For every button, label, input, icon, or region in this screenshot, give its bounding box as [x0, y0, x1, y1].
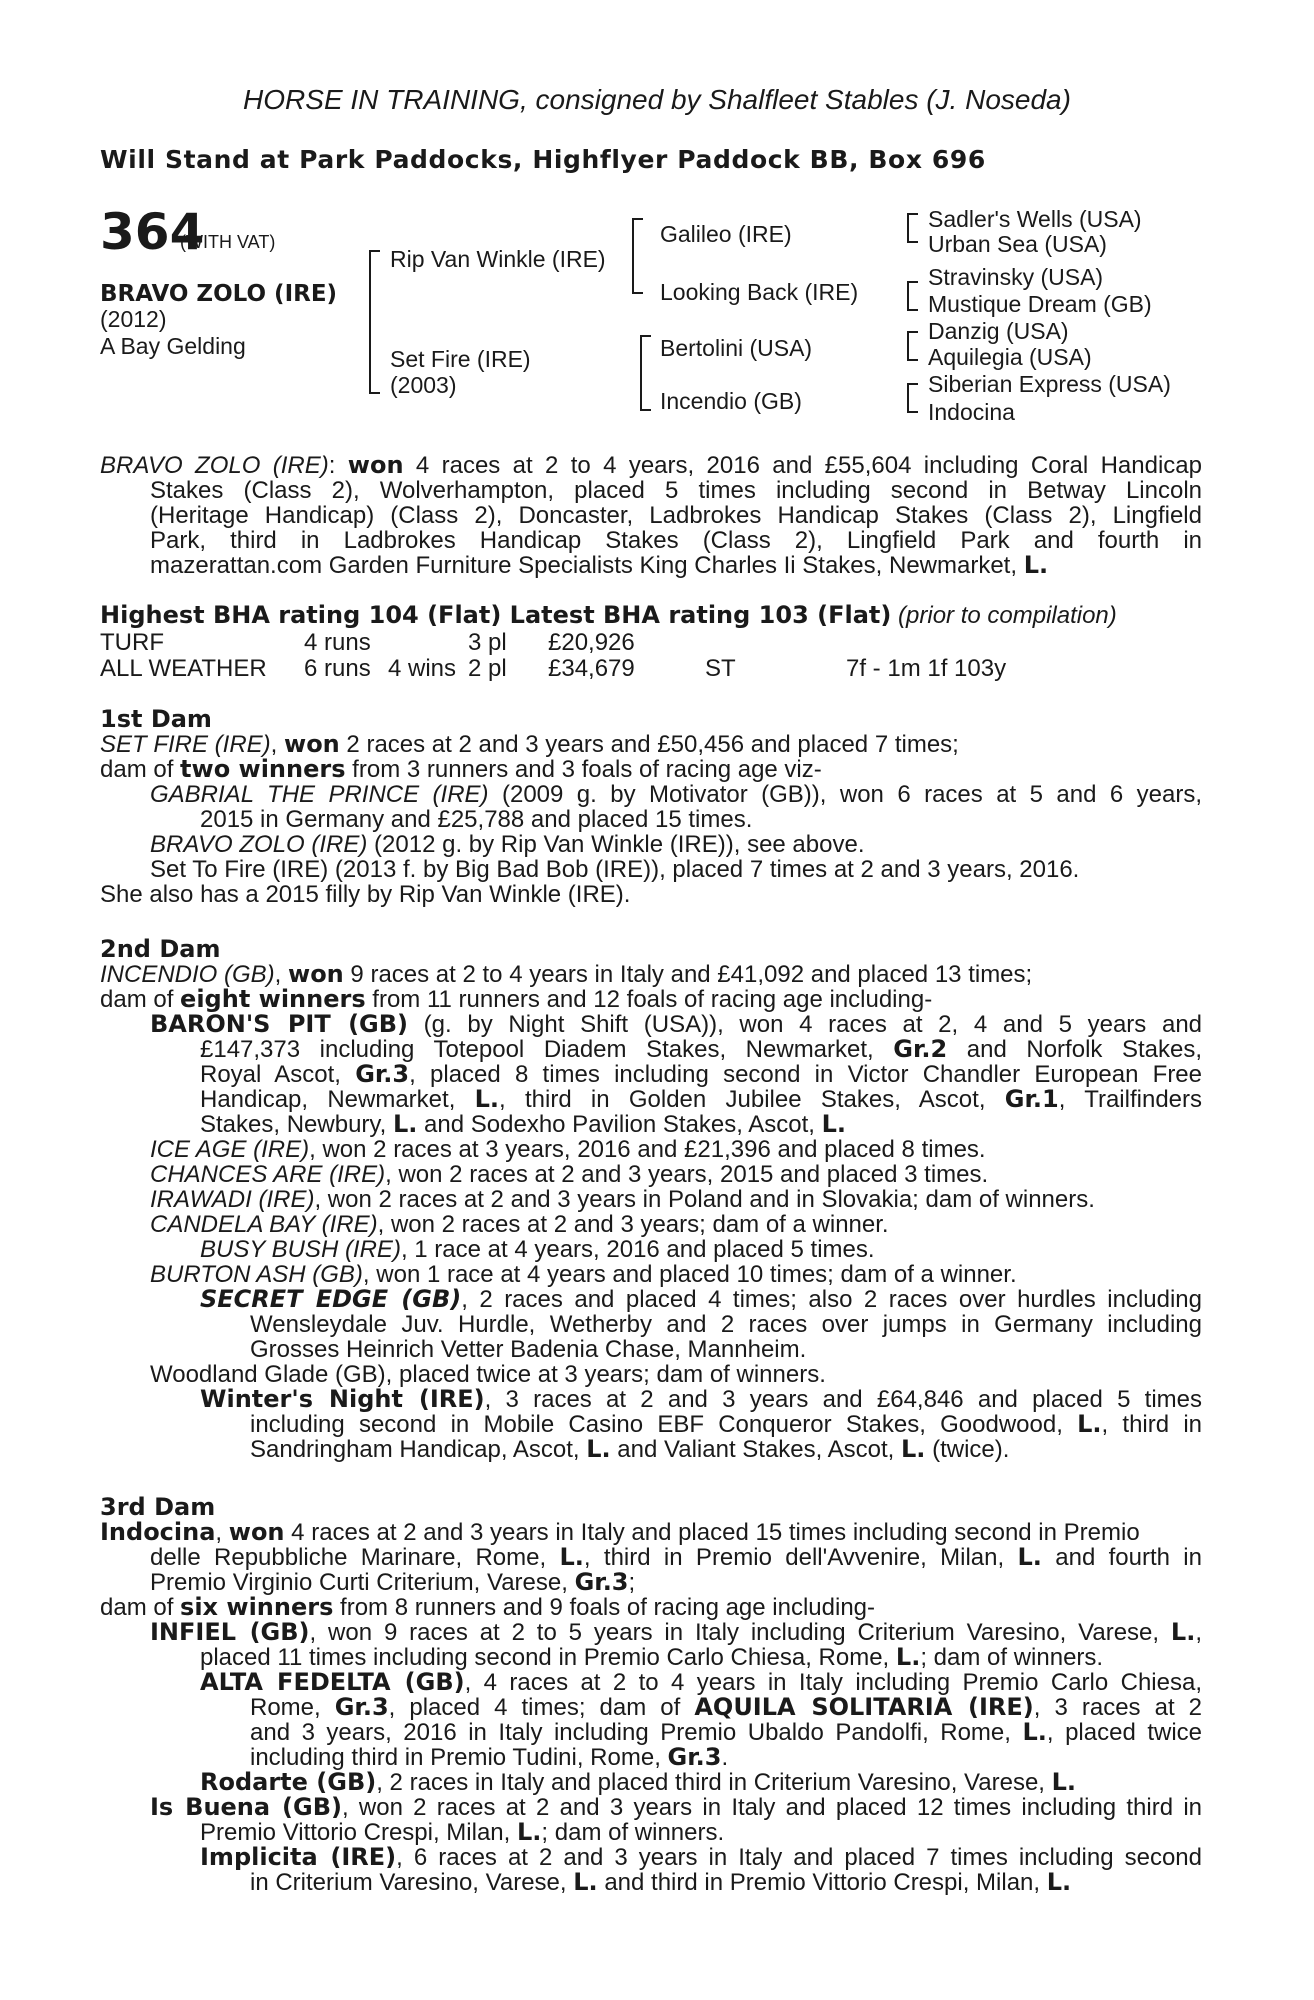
pedigree-brace-g2	[907, 281, 918, 311]
turf-prize: £20,926	[548, 629, 635, 656]
pedigree-g3-7: Siberian Express (USA)	[928, 371, 1171, 397]
pedigree-g3-6: Aquilegia (USA)	[928, 344, 1092, 370]
turf-record-label: TURF	[100, 629, 164, 656]
vat-note: (WITH VAT)	[180, 232, 276, 252]
pedigree-dam: Set Fire (IRE)	[390, 346, 531, 372]
pedigree-brace-g1	[907, 213, 918, 243]
third-dam-section: 3rd Dam Indocina, won 4 races at 2 and 3 years in Italy and placed 15 times including second in Premio delle Repubbliche Marinare, Rome, L., third in Premio dell'Avvenire, Milan, L. and fourth in Premio Virginio Curti Criterium, Varese, Gr.3; dam of six winners from 8 runners and 9 foals of racing age including- INFIEL (GB), won 9 races at 2 to 5 years in Italy including Criterium Varesino, Varese, L., placed 11 times including second in Premio Carlo Chiesa, Rome, L.; dam of winners. ALTA FEDELTA (GB), 4 races at 2 to 4 years in Italy including Premio Carlo Chiesa, Rome, Gr.3, placed 4 times; dam of AQUILA SOLITARIA (IRE), 3 races at 2 and 3 years, 2016 in Italy including Premio Ubaldo Pandolfi, Rome, L., placed twice including third in Premio Tudini, Rome, Gr.3. Rodarte (GB), 2 races in Italy and placed third in Criterium Varesino, Varese, L. Is Buena (GB), won 2 races at 2 and 3 years in Italy and placed 12 times including third in Premio Vittorio Crespi, Milan, L.; dam of winners. Implicita (IRE), 6 races at 2 and 3 years in Italy and placed 7 times including second in Criterium Varesino, Varese, L. and third in Premio Vittorio Crespi, Milan, L.	[100, 1493, 1203, 1896]
pedigree-sire-sire: Galileo (IRE)	[660, 221, 792, 247]
pedigree-brace-sire	[632, 218, 643, 294]
pedigree-g3-2: Urban Sea (USA)	[928, 231, 1107, 257]
aw-wins: 4 wins	[388, 655, 457, 682]
aw-record-label: ALL WEATHER	[100, 655, 267, 682]
pedigree-dam-dam: Incendio (GB)	[660, 388, 802, 414]
first-dam-section: 1st Dam SET FIRE (IRE), won 2 races at 2 and 3 years and £50,456 and placed 7 times; dam of two winners from 3 runners and 3 foals of racing age viz- GABRIAL THE PRINCE (IRE) (2009 g. by Motivator (GB)), won 6 races at 5 and 6 years, 2015 in Germany and £25,788 and placed 15 times. BRAVO ZOLO (IRE) (2012 g. by Rip Van Winkle (IRE)), see above. Set To Fire (IRE) (2013 f. by Big Bad Bob (IRE)), placed 7 times at 2 and 3 years, 2016. She also has a 2015 filly by Rip Van Winkle (IRE).	[100, 705, 1203, 908]
horse-name: BRAVO ZOLO (IRE)	[100, 281, 338, 307]
foaling-year: (2012)	[100, 306, 167, 332]
aw-runs: 6 runs	[304, 655, 371, 682]
turf-runs: 4 runs	[304, 629, 371, 656]
aw-distance: 7f - 1m 1f 103y	[846, 655, 1007, 682]
pedigree-sire: Rip Van Winkle (IRE)	[390, 246, 606, 272]
horse-description: A Bay Gelding	[100, 333, 246, 359]
pedigree-brace-g4	[907, 383, 918, 413]
pedigree-brace-g3	[907, 331, 918, 361]
pedigree-g3-1: Sadler's Wells (USA)	[928, 206, 1142, 232]
pedigree-g3-4: Mustique Dream (GB)	[928, 291, 1152, 317]
pedigree-brace-dam	[640, 335, 651, 411]
aw-placed: 2 pl	[468, 655, 507, 682]
pedigree-sire-dam: Looking Back (IRE)	[660, 279, 859, 305]
pedigree-g3-8: Indocina	[928, 399, 1015, 425]
aw-prize: £34,679	[548, 655, 635, 682]
first-dam-heading: 1st Dam	[100, 705, 212, 733]
pedigree-dam-year: (2003)	[390, 372, 457, 398]
bha-rating: Highest BHA rating 104 (Flat) Latest BHA rating 103 (Flat) (prior to compilation)	[100, 601, 1117, 629]
third-dam-heading: 3rd Dam	[100, 1493, 216, 1521]
stand-location: Will Stand at Park Paddocks, Highflyer Paddock BB, Box 696	[100, 145, 986, 174]
second-dam-section: 2nd Dam INCENDIO (GB), won 9 races at 2 to 4 years in Italy and £41,092 and placed 13 times; dam of eight winners from 11 runners and 12 foals of racing age including- BARON'S PIT (GB) (g. by Night Shift (USA)), won 4 races at 2, 4 and 5 years and £147,373 including Totepool Diadem Stakes, Newmarket, Gr.2 and Norfolk Stakes, Royal Ascot, Gr.3, placed 8 times including second in Victor Chandler European Free Handicap, Newmarket, L., third in Golden Jubilee Stakes, Ascot, Gr.1, Trailfinders Stakes, Newbury, L. and Sodexho Pavilion Stakes, Ascot, L. ICE AGE (IRE), won 2 races at 3 years, 2016 and £21,396 and placed 8 times. CHANCES ARE (IRE), won 2 races at 2 and 3 years, 2015 and placed 3 times. IRAWADI (IRE), won 2 races at 2 and 3 years in Poland and in Slovakia; dam of winners. CANDELA BAY (IRE), won 2 races at 2 and 3 years; dam of a winner. BUSY BUSH (IRE), 1 race at 4 years, 2016 and placed 5 times. BURTON ASH (GB), won 1 race at 4 years and placed 10 times; dam of a winner. SECRET EDGE (GB), 2 races and placed 4 times; also 2 races over hurdles including Wensleydale Juv. Hurdle, Wetherby and 2 races over jumps in Germany including Grosses Heinrich Vetter Badenia Chase, Mannheim. Woodland Glade (GB), placed twice at 3 years; dam of winners. Winter's Night (IRE), 3 races at 2 and 3 years and £64,846 and placed 5 times including second in Mobile Casino EBF Conqueror Stakes, Goodwood, L., third in Sandringham Handicap, Ascot, L. and Valiant Stakes, Ascot, L. (twice).	[100, 935, 1203, 1463]
catalogue-header-title: HORSE IN TRAINING, consigned by Shalfleet Stables (J. Noseda)	[243, 84, 1071, 115]
pedigree-brace-main	[369, 250, 380, 394]
race-summary: BRAVO ZOLO (IRE): won 4 races at 2 to 4 years, 2016 and £55,604 including Coral Handicap Stakes (Class 2), Wolverhampton, placed 5 times including second in Betway Lincoln (Heritage Handicap) (Class 2), Doncaster, Ladbrokes Handicap Stakes (Class 2), Lingfield Park, third in Ladbrokes Handicap Stakes (Class 2), Lingfield Park and fourth in mazerattan.com Garden Furniture Specialists King Charles Ii Stakes, Newmarket, L.	[100, 451, 1202, 579]
pedigree-dam-sire: Bertolini (USA)	[660, 335, 813, 361]
pedigree-g3-5: Danzig (USA)	[928, 318, 1069, 344]
lot-number: 364	[100, 203, 205, 261]
aw-surface: ST	[705, 655, 736, 682]
turf-placed: 3 pl	[468, 629, 507, 656]
second-dam-heading: 2nd Dam	[100, 935, 221, 963]
pedigree-g3-3: Stravinsky (USA)	[928, 264, 1104, 290]
